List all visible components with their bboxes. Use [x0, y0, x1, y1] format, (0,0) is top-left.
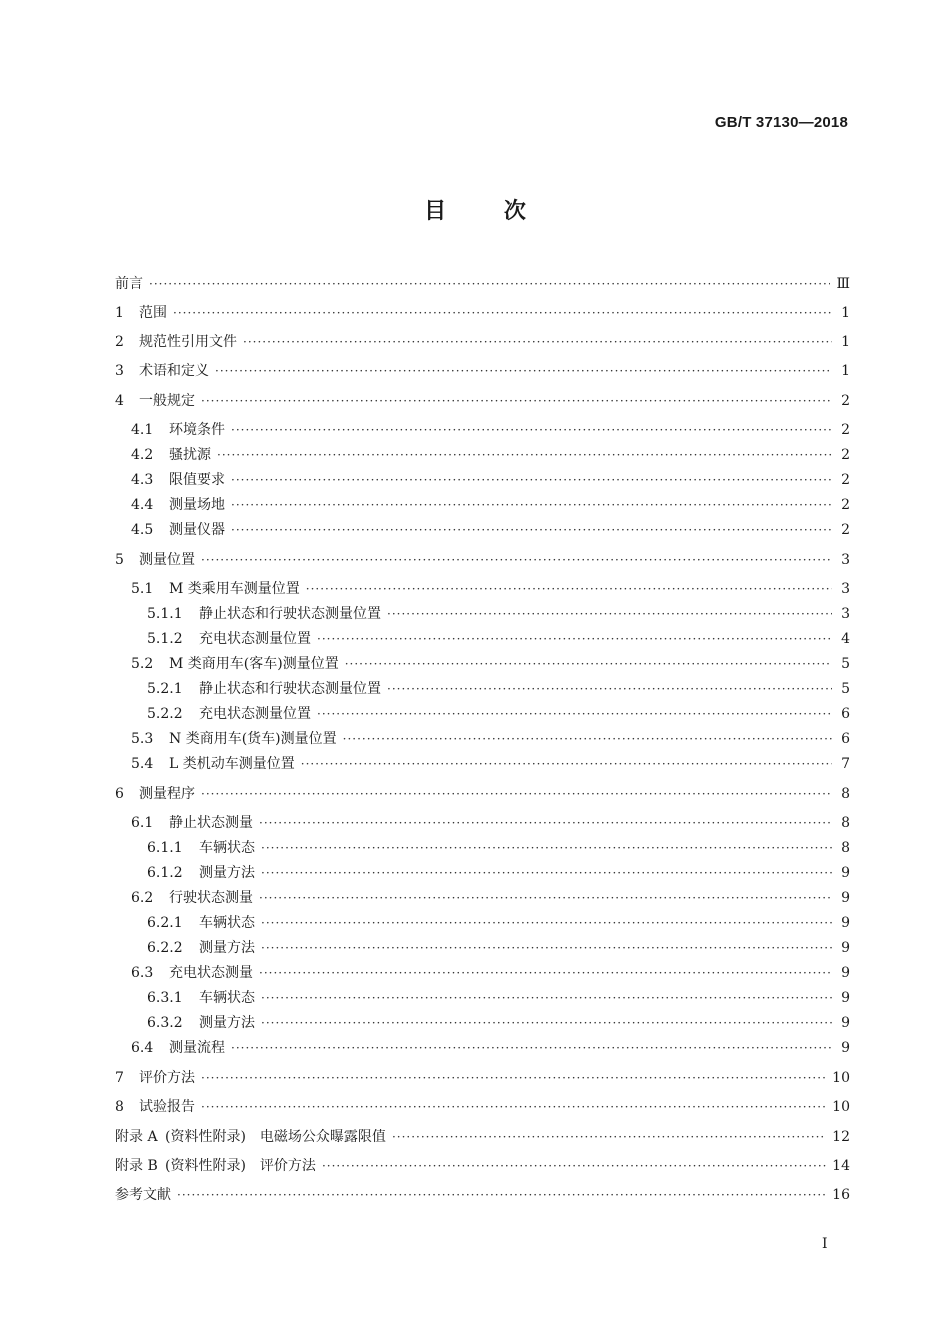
toc-entry-label: 车辆状态 — [199, 990, 255, 1006]
toc-entry-number: 3 — [115, 363, 124, 379]
toc-entry-label: 范围 — [139, 305, 167, 321]
toc-entry-number: 5.4 — [131, 756, 154, 772]
toc-entry-number: 5.1.2 — [147, 631, 183, 647]
toc-leader-dots — [149, 273, 830, 295]
toc-entry[interactable] — [115, 390, 850, 412]
toc-entry-number: 7 — [115, 1070, 124, 1086]
toc-entry-page: 1 — [841, 334, 850, 350]
toc-entry-number: 4.4 — [131, 497, 154, 513]
toc-entry-page: Ⅲ — [836, 276, 850, 292]
toc-entry-label: 静止状态测量 — [169, 815, 253, 831]
toc-leader-dots — [322, 1155, 826, 1177]
toc-entry-page: 12 — [832, 1129, 850, 1145]
toc-entry[interactable] — [115, 302, 850, 324]
toc-leader-dots — [215, 360, 832, 382]
toc-leader-dots — [231, 519, 832, 541]
toc-entry-page: 14 — [832, 1158, 850, 1174]
toc-entry-page: 10 — [832, 1070, 850, 1086]
toc-entry[interactable] — [115, 1067, 850, 1089]
toc-leader-dots — [261, 837, 832, 859]
toc-entry-label: (资料性附录) 电磁场公众曝露限值 — [165, 1129, 386, 1145]
page-number: I — [822, 1236, 828, 1252]
toc-leader-dots — [261, 937, 832, 959]
toc-entry-number: 6.2.1 — [147, 915, 183, 931]
toc-entry[interactable] — [115, 962, 850, 984]
toc-entry-number: 8 — [115, 1099, 124, 1115]
toc-entry-page: 16 — [832, 1187, 850, 1203]
toc-entry[interactable] — [115, 419, 850, 441]
toc-leader-dots — [231, 469, 832, 491]
toc-entry-label: 环境条件 — [169, 422, 225, 438]
toc-leader-dots — [259, 962, 832, 984]
toc-entry[interactable] — [115, 1037, 850, 1059]
toc-entry-number: 6.1 — [131, 815, 154, 831]
toc-entry-label: 充电状态测量位置 — [199, 706, 311, 722]
toc-entry[interactable] — [115, 494, 850, 516]
toc-entry-label: 参考文献 — [115, 1187, 171, 1203]
toc-entry-number: 6.1.2 — [147, 865, 183, 881]
toc-entry-label: 评价方法 — [139, 1070, 195, 1086]
toc-entry-page: 8 — [841, 786, 850, 802]
toc-leader-dots — [317, 703, 832, 725]
toc-entry[interactable] — [115, 1155, 850, 1177]
toc-entry-page: 9 — [841, 940, 850, 956]
toc-entry-label: 静止状态和行驶状态测量位置 — [199, 606, 381, 622]
toc-leader-dots — [261, 1012, 832, 1034]
toc-leader-dots — [201, 1067, 826, 1089]
toc-entry[interactable] — [115, 987, 850, 1009]
toc-leader-dots — [173, 302, 832, 324]
toc-entry-number: 4.3 — [131, 472, 154, 488]
toc-entry[interactable] — [115, 862, 850, 884]
toc-entry-page: 2 — [841, 522, 850, 538]
toc-entry-page: 3 — [841, 552, 850, 568]
toc-entry-label: M 类商用车(客车)测量位置 — [169, 656, 339, 672]
toc-entry[interactable] — [115, 519, 850, 541]
toc-entry-label: 测量方法 — [199, 1015, 255, 1031]
toc-leader-dots — [387, 678, 832, 700]
toc-entry-page: 9 — [841, 1040, 850, 1056]
toc-leader-dots — [201, 1096, 826, 1118]
toc-leader-dots — [201, 549, 832, 571]
toc-entry-number: 6.2.2 — [147, 940, 183, 956]
toc-entry-label: 测量位置 — [139, 552, 195, 568]
toc-entry[interactable] — [115, 1126, 850, 1148]
toc-entry[interactable] — [115, 549, 850, 571]
toc-entry-number: 5.1 — [131, 581, 154, 597]
toc-entry-label: 术语和定义 — [139, 363, 209, 379]
toc-entry-page: 1 — [841, 363, 850, 379]
toc-entry-label: N 类商用车(货车)测量位置 — [169, 731, 337, 747]
toc-leader-dots — [201, 783, 832, 805]
toc-entry-page: 9 — [841, 865, 850, 881]
toc-entry-page: 3 — [841, 606, 850, 622]
toc-leader-dots — [306, 578, 832, 600]
toc-leader-dots — [261, 912, 832, 934]
toc-entry-number: 附录 A — [115, 1129, 158, 1145]
toc-entry-label: 测量方法 — [199, 940, 255, 956]
toc-entry-label: 车辆状态 — [199, 840, 255, 856]
toc-entry-number: 5.2 — [131, 656, 154, 672]
standard-code: GB/T 37130—2018 — [714, 114, 848, 131]
toc-entry-number: 6.3.2 — [147, 1015, 183, 1031]
toc-entry[interactable] — [115, 1012, 850, 1034]
toc-entry-label: 骚扰源 — [169, 447, 211, 463]
toc-entry-page: 9 — [841, 1015, 850, 1031]
toc-entry-page: 10 — [832, 1099, 850, 1115]
toc-entry-page: 8 — [841, 840, 850, 856]
toc-entry-page: 5 — [841, 681, 850, 697]
toc-entry[interactable] — [115, 628, 850, 650]
toc-entry-number: 5.3 — [131, 731, 154, 747]
toc-leader-dots — [343, 728, 832, 750]
toc-leader-dots — [261, 987, 832, 1009]
toc-entry[interactable] — [115, 837, 850, 859]
toc-entry-page: 5 — [841, 656, 850, 672]
toc-entry-page: 8 — [841, 815, 850, 831]
toc-entry[interactable] — [115, 937, 850, 959]
toc-entry-number: 6.3 — [131, 965, 154, 981]
toc-leader-dots — [345, 653, 832, 675]
toc-entry-page: 4 — [841, 631, 850, 647]
toc-leader-dots — [317, 628, 832, 650]
toc-entry-number: 4.5 — [131, 522, 154, 538]
toc-leader-dots — [387, 603, 832, 625]
toc-entry-number: 6.2 — [131, 890, 154, 906]
toc-entry-number: 1 — [115, 305, 124, 321]
toc-entry-label: 测量程序 — [139, 786, 195, 802]
toc-entry-label: 一般规定 — [139, 393, 195, 409]
toc-entry-page: 3 — [841, 581, 850, 597]
title-char-2: 次 — [503, 199, 526, 224]
toc-entry-number: 5.2.1 — [147, 681, 183, 697]
toc-entry[interactable] — [115, 728, 850, 750]
toc-entry-page: 7 — [841, 756, 850, 772]
toc-entry-page: 6 — [841, 706, 850, 722]
toc-entry-label: 规范性引用文件 — [139, 334, 237, 350]
toc-leader-dots — [231, 494, 832, 516]
toc-leader-dots — [243, 331, 832, 353]
toc-entry-page: 2 — [841, 497, 850, 513]
toc-entry-number: 6.4 — [131, 1040, 154, 1056]
toc-leader-dots — [217, 444, 832, 466]
toc-entry[interactable] — [115, 703, 850, 725]
toc-entry[interactable] — [115, 887, 850, 909]
toc-entry[interactable] — [115, 578, 850, 600]
toc-entry-label: 试验报告 — [139, 1099, 195, 1115]
toc-leader-dots — [231, 1037, 832, 1059]
toc-entry-page: 2 — [841, 422, 850, 438]
toc-entry-label: 充电状态测量位置 — [199, 631, 311, 647]
toc-entry[interactable] — [115, 360, 850, 382]
toc-entry[interactable] — [115, 653, 850, 675]
toc-entry-number: 5.2.2 — [147, 706, 183, 722]
toc-entry[interactable] — [115, 444, 850, 466]
toc-entry[interactable] — [115, 812, 850, 834]
title-char-1: 目 — [424, 199, 447, 224]
toc-entry-number: 4.1 — [131, 422, 154, 438]
toc-entry[interactable] — [115, 603, 850, 625]
toc-entry-label: 行驶状态测量 — [169, 890, 253, 906]
toc-entry-page: 1 — [841, 305, 850, 321]
toc-entry[interactable] — [115, 1096, 850, 1118]
toc-entry-page: 6 — [841, 731, 850, 747]
toc-entry-label: 充电状态测量 — [169, 965, 253, 981]
toc-leader-dots — [201, 390, 832, 412]
toc-leader-dots — [259, 812, 832, 834]
toc-entry-label: 测量仪器 — [169, 522, 225, 538]
toc-entry-page: 9 — [841, 890, 850, 906]
toc-leader-dots — [261, 862, 832, 884]
toc-entry-label: 限值要求 — [169, 472, 225, 488]
toc-entry[interactable] — [115, 469, 850, 491]
toc-entry-page: 2 — [841, 393, 850, 409]
toc-leader-dots — [231, 419, 832, 441]
toc-entry[interactable] — [115, 678, 850, 700]
toc-entry-number: 附录 B — [115, 1158, 158, 1174]
toc-entry-page: 2 — [841, 447, 850, 463]
toc-leader-dots — [392, 1126, 826, 1148]
toc-entry-label: L 类机动车测量位置 — [169, 756, 295, 772]
toc-entry-number: 5.1.1 — [147, 606, 183, 622]
toc-entry-number: 2 — [115, 334, 124, 350]
toc-entry-label: M 类乘用车测量位置 — [169, 581, 300, 597]
toc-entry-label: 测量流程 — [169, 1040, 225, 1056]
toc-entry-label: 测量方法 — [199, 865, 255, 881]
toc-entry-label: 静止状态和行驶状态测量位置 — [199, 681, 381, 697]
toc-entry[interactable] — [115, 753, 850, 775]
toc-entry[interactable] — [115, 331, 850, 353]
toc-entry[interactable] — [115, 783, 850, 805]
toc-entry-page: 2 — [841, 472, 850, 488]
toc-entry-label: 前言 — [115, 276, 143, 292]
toc-entry-page: 9 — [841, 965, 850, 981]
toc-entry-number: 6.3.1 — [147, 990, 183, 1006]
toc-entry-label: 车辆状态 — [199, 915, 255, 931]
toc-entry-number: 6.1.1 — [147, 840, 183, 856]
toc-entry-number: 5 — [115, 552, 124, 568]
toc-entry[interactable] — [115, 912, 850, 934]
toc-leader-dots — [301, 753, 832, 775]
toc-entry-label: 测量场地 — [169, 497, 225, 513]
toc-leader-dots — [259, 887, 832, 909]
toc-entry-number: 4.2 — [131, 447, 154, 463]
toc-entry[interactable] — [115, 273, 850, 295]
toc-entry-number: 6 — [115, 786, 124, 802]
page-title — [0, 194, 950, 225]
toc-entry-number: 4 — [115, 393, 124, 409]
toc-leader-dots — [177, 1184, 826, 1206]
toc-entry-label: (资料性附录) 评价方法 — [165, 1158, 316, 1174]
toc-entry-page: 9 — [841, 990, 850, 1006]
toc-entry-page: 9 — [841, 915, 850, 931]
toc-entry[interactable] — [115, 1184, 850, 1206]
